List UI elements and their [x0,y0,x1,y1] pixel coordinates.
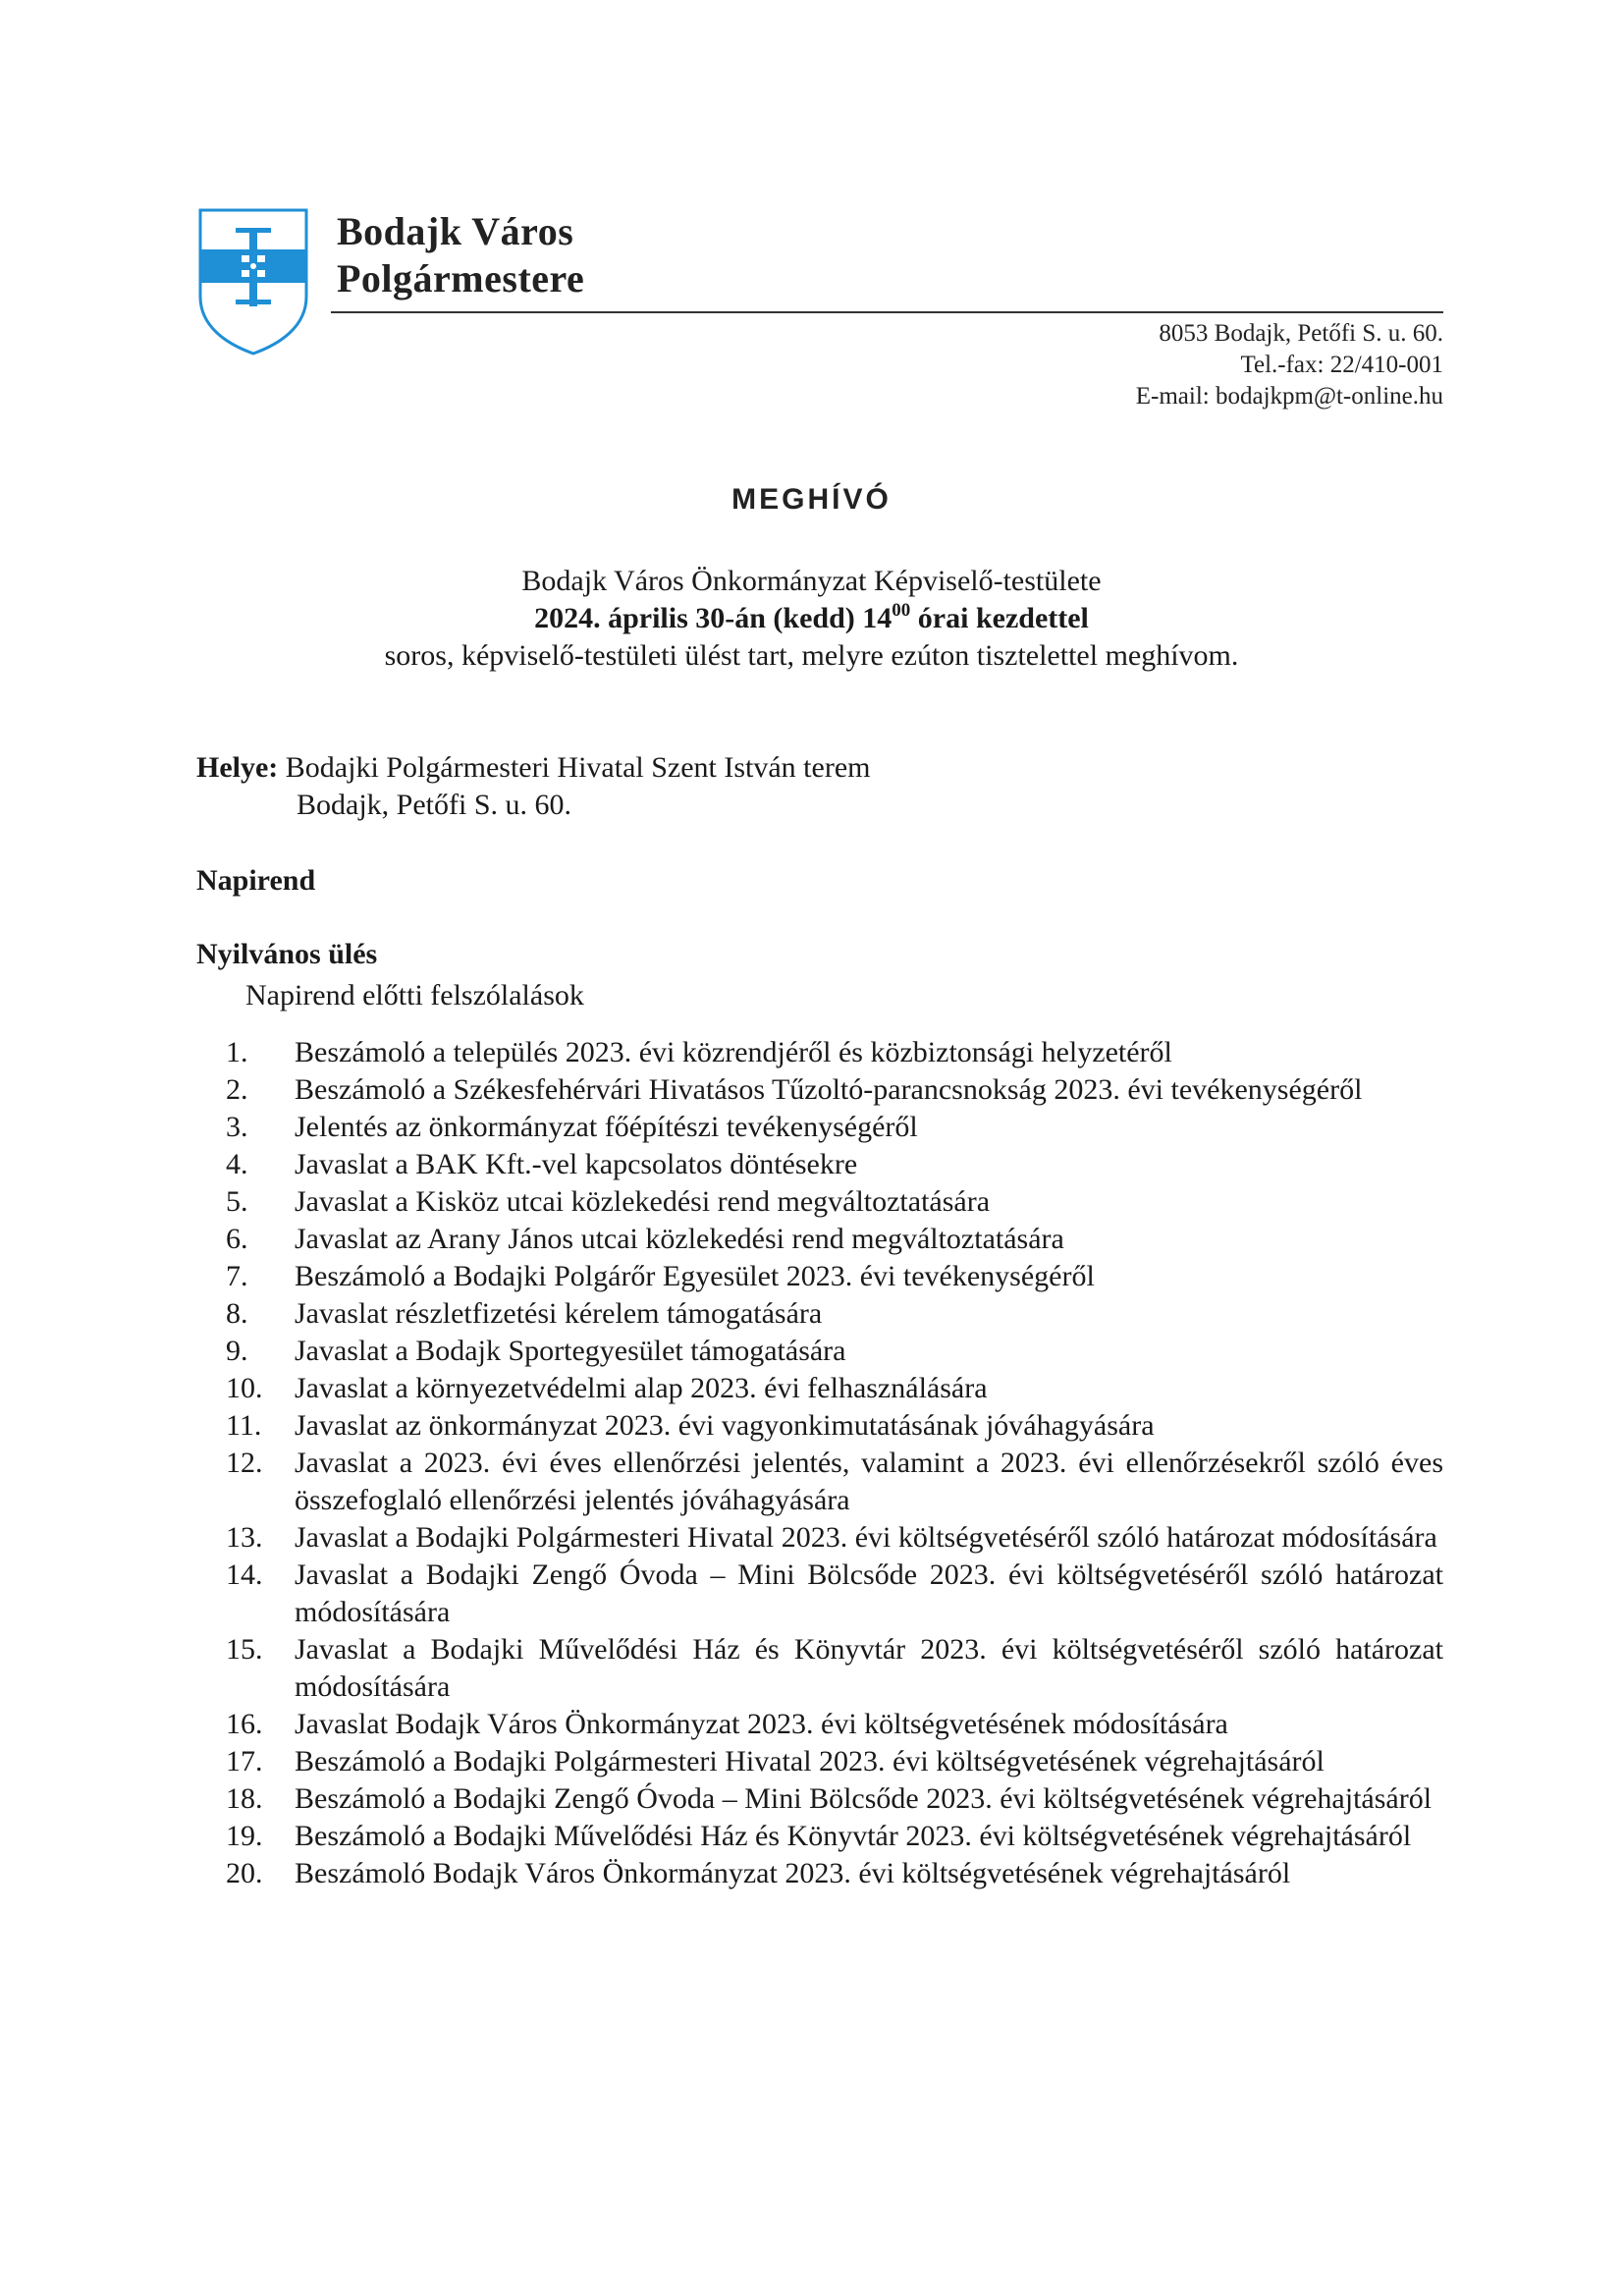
agenda-item [226,1370,1443,1407]
agenda-item [226,1109,1443,1146]
agenda-item-number: 10. [226,1372,263,1404]
organization-name [337,208,584,302]
agenda-list [226,1034,1443,1892]
agenda-item-text: Beszámoló a Székesfehérvári Hivatásos Tűzoltó-parancsnokság 2023. évi tevékenységéről [295,1073,1363,1106]
address: 8053 Bodajk, Petőfi S. u. 60. [1159,320,1443,347]
agenda-item-number: 16. [226,1708,263,1740]
agenda-item-text: Beszámoló a Bodajki Polgármesteri Hivatal 2023. évi költségvetésének végrehajtásáról [295,1745,1325,1777]
agenda-item-number: 7. [226,1260,248,1292]
agenda-item [226,1071,1443,1109]
agenda-item [226,1706,1443,1743]
agenda-item-number: 12. [226,1447,263,1479]
agenda-item-text: Beszámoló a Bodajki Művelődési Ház és Könyvtár 2023. évi költségvetésének végrehajtásáról [295,1820,1412,1852]
agenda-item-text: Javaslat a Bodajki Művelődési Ház és Könyvtár 2023. évi költségvetéséről szóló határozat módosítására [295,1633,1443,1703]
org-name-line2: Polgármestere [337,256,585,301]
intro-line3: soros, képviselő-testületi ülést tart, melyre ezúton tisztelettel meghívom. [384,639,1239,672]
agenda-item-number: 3. [226,1111,248,1143]
agenda-item-number: 15. [226,1633,263,1666]
tel-fax: Tel.-fax: 22/410-001 [1240,352,1443,378]
agenda-item-number: 6. [226,1223,248,1255]
agenda-item-number: 4. [226,1148,248,1180]
agenda-item-text: Javaslat a Bodajki Zengő Óvoda – Mini Bölcsőde 2023. évi költségvetéséről szóló határozat módosítására [295,1558,1443,1628]
agenda-item-number: 8. [226,1297,248,1330]
agenda-item-number: 2. [226,1073,248,1106]
agenda-item-text: Javaslat a Bodajki Polgármesteri Hivatal 2023. évi költségvetéséről szóló határozat módosítására [295,1521,1437,1554]
meeting-date-text: 2024. április 30-án (kedd) 14 [534,602,893,634]
header-divider [331,311,1443,313]
agenda-item-text: Javaslat a BAK Kft.-vel kapcsolatos döntésekre [295,1148,858,1180]
location-line2: Bodajk, Petőfi S. u. 60. [297,789,572,821]
agenda-item [226,1855,1443,1892]
org-name-line1: Bodajk Város [337,209,574,253]
agenda-item-number: 5. [226,1185,248,1218]
contact-block [1136,318,1443,412]
agenda-item-text: Javaslat részletfizetési kérelem támogatására [295,1297,823,1330]
agenda-item [226,1407,1443,1445]
agenda-item-text: Javaslat a környezetvédelmi alap 2023. évi felhasználására [295,1372,988,1404]
meeting-location [196,749,870,824]
document-title: MEGHÍVÓ [731,483,892,516]
agenda-item [226,1445,1443,1519]
agenda-item-number: 11. [226,1409,262,1442]
invitation-intro [0,563,1623,675]
intro-line1: Bodajk Város Önkormányzat Képviselő-testülete [521,565,1102,597]
agenda-item-text: Beszámoló Bodajk Város Önkormányzat 2023. évi költségvetésének végrehajtásáról [295,1857,1291,1889]
agenda-item [226,1743,1443,1780]
agenda-item [226,1631,1443,1706]
meeting-date-rest: órai kezdettel [910,602,1089,634]
agenda-item-number: 20. [226,1857,263,1889]
agenda-item [226,1519,1443,1557]
agenda-item-text: Javaslat az Arany János utcai közlekedési rend megváltoztatására [295,1223,1064,1255]
location-label: Helye: [196,751,279,784]
agenda-item [226,1146,1443,1183]
agenda-item [226,1034,1443,1071]
meeting-time-minutes: 00 [892,600,911,621]
agenda-item-text: Javaslat a Kisköz utcai közlekedési rend megváltoztatására [295,1185,991,1218]
agenda-item-text: Beszámoló a Bodajki Polgárőr Egyesület 2023. évi tevékenységéről [295,1260,1095,1292]
agenda-item-text: Javaslat a Bodajk Sportegyesület támogatására [295,1335,846,1367]
meeting-date [0,600,1623,637]
section-napirend: Napirend [196,864,316,897]
agenda-item [226,1333,1443,1370]
coat-of-arms-icon [196,206,310,357]
agenda-item-text: Beszámoló a település 2023. évi közrendjéről és közbiztonsági helyzetéről [295,1036,1172,1068]
agenda-item-number: 18. [226,1782,263,1815]
agenda-item [226,1818,1443,1855]
agenda-item-text: Beszámoló a Bodajki Zengő Óvoda – Mini Bölcsőde 2023. évi költségvetésének végrehajtásáról [295,1782,1433,1815]
agenda-item [226,1780,1443,1818]
agenda-item [226,1295,1443,1333]
agenda-item-text: Javaslat a 2023. évi éves ellenőrzési jelentés, valamint a 2023. évi ellenőrzésekről szóló éves összefoglaló ellenőrzési jelentés jóváhagyására [295,1447,1443,1516]
agenda-item-number: 19. [226,1820,263,1852]
agenda-item-number: 14. [226,1558,263,1591]
agenda-item-number: 9. [226,1335,248,1367]
agenda-item-number: 13. [226,1521,263,1554]
pre-agenda-item: Napirend előtti felszólalások [245,979,584,1011]
agenda-item [226,1221,1443,1258]
agenda-item-text: Javaslat az önkormányzat 2023. évi vagyonkimutatásának jóváhagyására [295,1409,1155,1442]
location-line1: Bodajki Polgármesteri Hivatal Szent István terem [278,751,871,784]
agenda-item-number: 17. [226,1745,263,1777]
agenda-item [226,1183,1443,1221]
agenda-item-text: Jelentés az önkormányzat főépítészi tevékenységéről [295,1111,918,1143]
agenda-item-number: 1. [226,1036,248,1068]
agenda-item-text: Javaslat Bodajk Város Önkormányzat 2023. évi költségvetésének módosítására [295,1708,1228,1740]
agenda-item [226,1557,1443,1631]
agenda-item [226,1258,1443,1295]
email: E-mail: bodajkpm@t-online.hu [1135,383,1443,410]
section-public-session: Nyilvános ülés [196,938,378,970]
